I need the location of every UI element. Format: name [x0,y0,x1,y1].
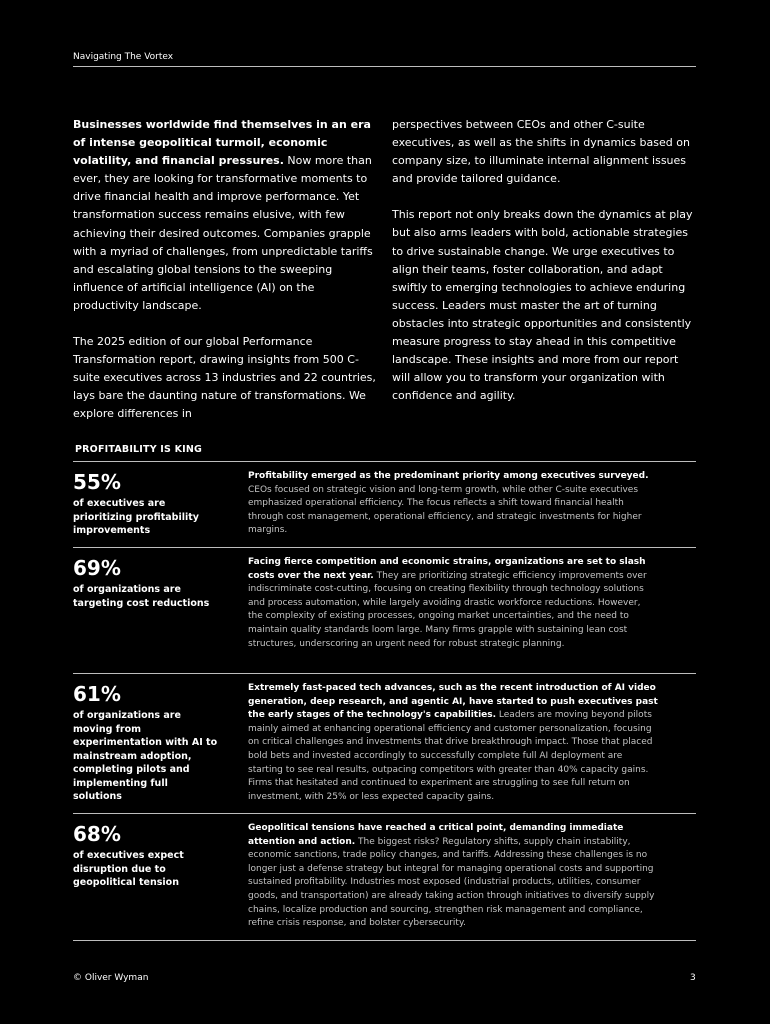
stat-summary [73,674,219,813]
stat-row [73,462,696,548]
stat-row [73,674,696,814]
stat-lead: Extremely fast-paced tech advances, such as the recent introduction of AI video generation, deep research, and agentic AI, have started to push executives past the early stages of the technology's capabilities. [248,683,658,721]
stat-caption: of organizations are moving from experimentation with AI to mainstream adoption, completing pilots and implementing full solutions [73,710,218,802]
stat-number: 68% [73,822,121,846]
stat-row [73,814,696,941]
stat-description [248,814,658,940]
stat-summary [73,814,219,940]
stat-body: They are prioritizing strategic efficiency improvements over indiscriminate cost-cutting, focusing on creating flexibility through technology solutions and process automation, while largely avoiding drastic workforce reductions. However, the complexity of existing processes, ongoing market uncertainties, and the need to maintain quality standards loom large. Many firms grapple with sustaining lean cost structures, underscoring an urgent need for robust strategic planning. [248,570,647,649]
stat-body: The biggest risks? Regulatory shifts, supply chain instability, economic sanctions, trade policy changes, and tariffs. Addressing these challenges is no longer just a defense strategy but integral for managing operational costs and supporting sustained profitability. Industries most exposed (industrial products, utilities, consumer goods, and transportation) are already taking action through initiatives to diversify supply chains, localize production and sourcing, strengthen risk management and compliance, refine crisis response, and bolster cybersecurity. [248,836,655,929]
section-title: PROFITABILITY IS KING [75,444,203,455]
intro-paragraph-1-body: Now more than ever, they are looking for transformative moments to drive financial health and improve performance. Yet transformation success remains elusive, with few achieving their desired outcomes. Companies grapple with a myriad of challenges, from unpredictable tariffs and escalating global tensions to the sweeping influence of artificial intelligence (AI) on the productivity landscape. [73,154,373,312]
stat-summary [73,462,219,547]
intro-paragraph-3: perspectives between CEOs and other C-suite executives, as well as the shifts in dynamics based on company size, to illuminate internal alignment issues and provide tailored guidance. [392,118,690,186]
stat-caption: of organizations are targeting cost reductions [73,584,210,609]
page-number: 3 [690,973,696,983]
intro-paragraph-4: This report not only breaks down the dynamics at play but also arms leaders with bold, actionable strategies to drive sustainable change. We urge executives to align their teams, foster collaboration, and adapt swiftly to emerging technologies to achieve enduring success. Leaders must master the art of turning obstacles into strategic opportunities and consistently measure progress to stay ahead in this competitive landscape. These insights and more from our report will allow you to transform your organization with confidence and agility. [392,208,693,403]
stat-description [248,548,658,673]
stat-description [248,674,658,813]
intro-lead: Businesses worldwide find themselves in an era of intense geopolitical turmoil, economic volatility, and financial pressures. [73,118,371,168]
header-title: Navigating The Vortex [73,52,174,62]
stat-lead: Geopolitical tensions have reached a critical point, demanding immediate attention and action. [248,823,624,847]
intro-column-right [392,116,696,423]
stat-description [248,462,658,547]
footer-copyright: © Oliver Wyman [73,973,149,983]
stats-list [73,461,696,941]
stat-lead: Profitability emerged as the predominant priority among executives surveyed. [248,471,649,481]
intro-column-left [73,116,378,442]
stat-caption: of executives are prioritizing profitability improvements [73,498,199,536]
stat-number: 61% [73,682,121,706]
stat-body: CEOs focused on strategic vision and long-term growth, while other C-suite executives emphasized operational efficiency. The focus reflects a shift toward financial health through cost management, operational efficiency, and strategic investments for higher margins. [248,484,642,536]
running-header [73,52,696,67]
stat-number: 69% [73,556,121,580]
intro-paragraph-2: The 2025 edition of our global Performance Transformation report, drawing insights from 500 C-suite executives across 13 industries and 22 countries, lays bare the daunting nature of transformations. We explore differences in [73,335,376,421]
intro-paragraph-1 [73,116,378,315]
stat-summary [73,548,219,673]
stat-number: 55% [73,470,121,494]
stat-lead: Facing fierce competition and economic strains, organizations are set to slash costs over the next year. [248,557,646,581]
stat-body: Leaders are moving beyond pilots mainly aimed at enhancing operational efficiency and customer personalization, focusing on critical challenges and investments that drive breakthrough impact. Those that placed bold bets and invested accordingly to successfully complete full AI deployment are starting to see real results, outpacing competitors with greater than 40% capacity gains. Firms that hesitated and continued to experiment are struggling to see full return on investment, with 25% or less expected capacity gains. [248,710,653,802]
stat-caption: of executives expect disruption due to geopolitical tension [73,850,184,888]
stat-row [73,548,696,674]
